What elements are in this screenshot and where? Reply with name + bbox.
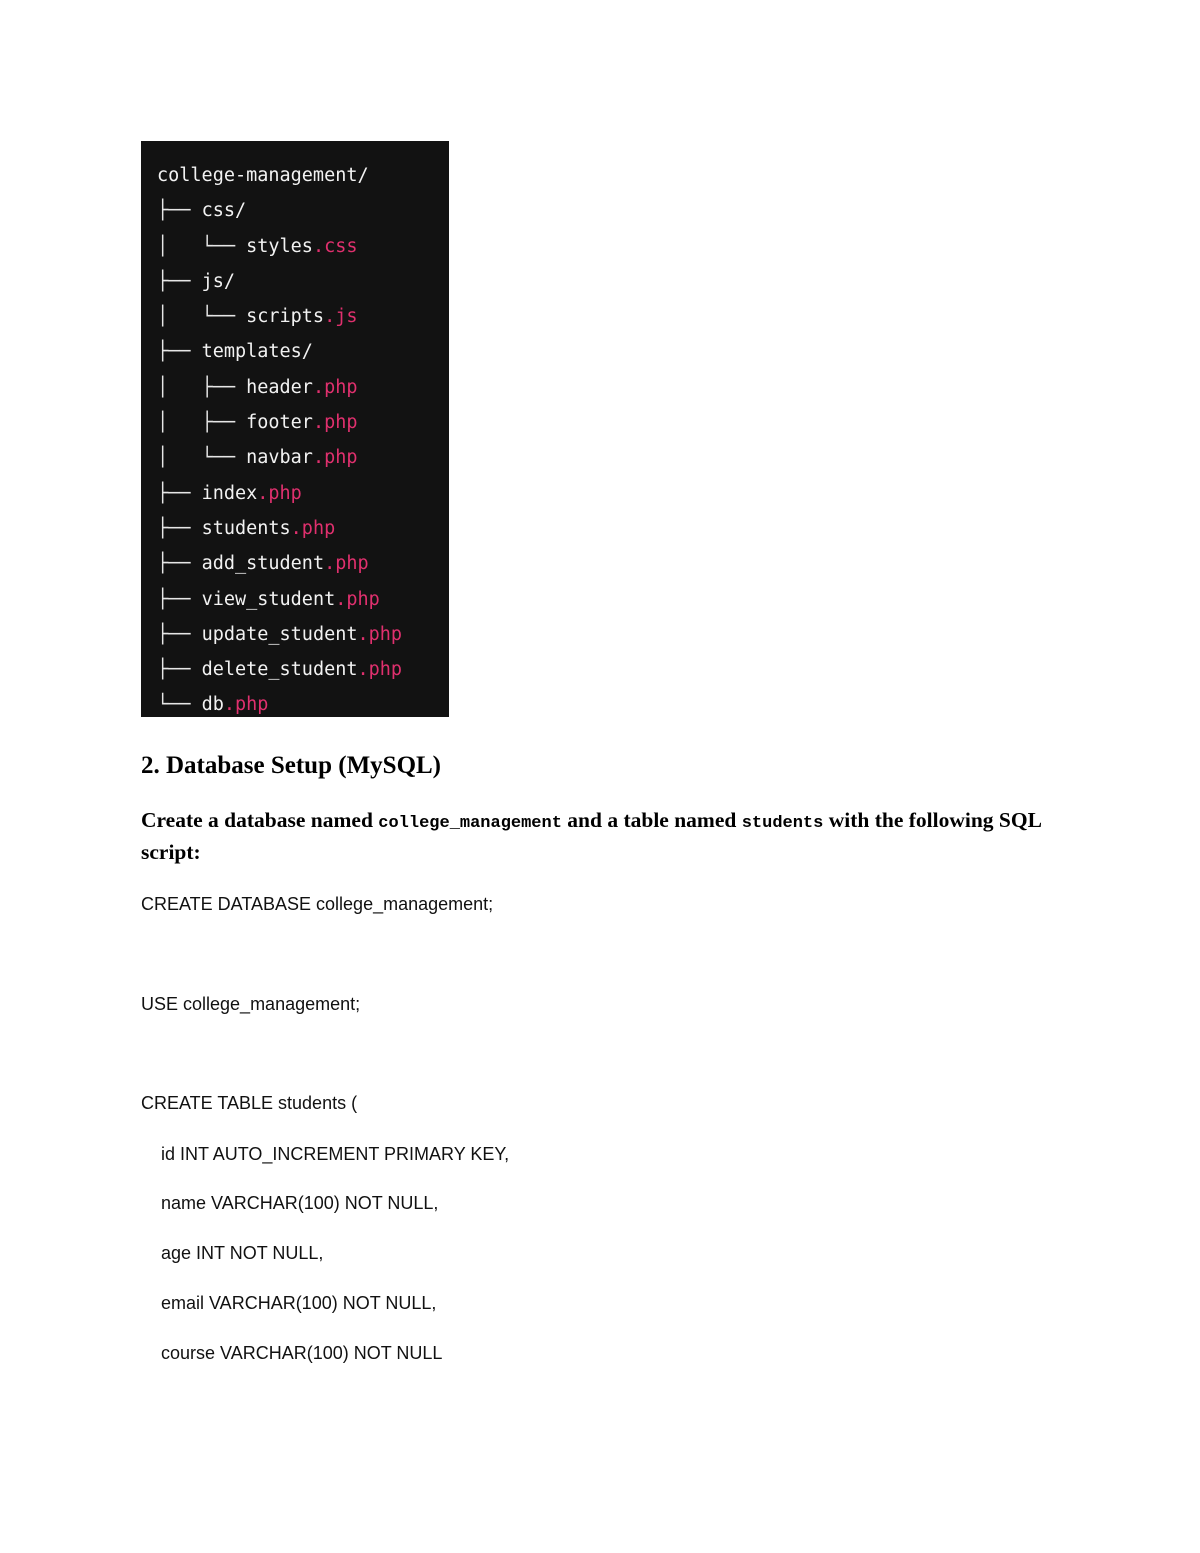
sql-line: age INT NOT NULL,: [161, 1243, 324, 1263]
tree-line: │ ├── footer.php: [157, 412, 358, 434]
tree-line: │ ├── header.php: [157, 376, 358, 398]
sql-line: id INT AUTO_INCREMENT PRIMARY KEY,: [161, 1144, 510, 1164]
tree-line: ├── update_student.php: [157, 623, 403, 645]
tree-line: ├── students.php: [157, 517, 336, 539]
tree-line: ├── add_student.php: [157, 553, 369, 575]
sql-line: name VARCHAR(100) NOT NULL,: [161, 1193, 439, 1213]
tree-line: │ └── scripts.js: [157, 306, 358, 328]
sql-line: CREATE DATABASE college_management;: [141, 894, 494, 914]
tree-line: ├── templates/: [157, 341, 313, 363]
db-name-code: college_management: [378, 814, 562, 833]
file-tree-code-block: [141, 141, 449, 717]
sql-line: email VARCHAR(100) NOT NULL,: [161, 1293, 437, 1313]
tree-line: │ └── navbar.php: [157, 447, 358, 469]
sql-line: USE college_management;: [141, 994, 361, 1014]
tree-line: ├── view_student.php: [157, 588, 380, 610]
section-heading: 2. Database Setup (MySQL): [141, 752, 442, 779]
sql-line: CREATE TABLE students (: [141, 1093, 358, 1113]
tree-line: ├── index.php: [157, 482, 302, 504]
section-intro: Create a database named college_management and a table named students with the following SQL script:: [141, 808, 1041, 864]
tree-line: ├── js/: [157, 270, 235, 292]
tree-line: ├── delete_student.php: [157, 659, 403, 681]
tree-line: │ └── styles.css: [157, 235, 358, 257]
sql-line: course VARCHAR(100) NOT NULL: [161, 1343, 443, 1363]
tree-line: └── db.php: [157, 694, 269, 716]
table-name-code: students: [741, 814, 824, 833]
tree-line: college-management/: [157, 165, 369, 186]
tree-line: ├── css/: [157, 200, 247, 222]
